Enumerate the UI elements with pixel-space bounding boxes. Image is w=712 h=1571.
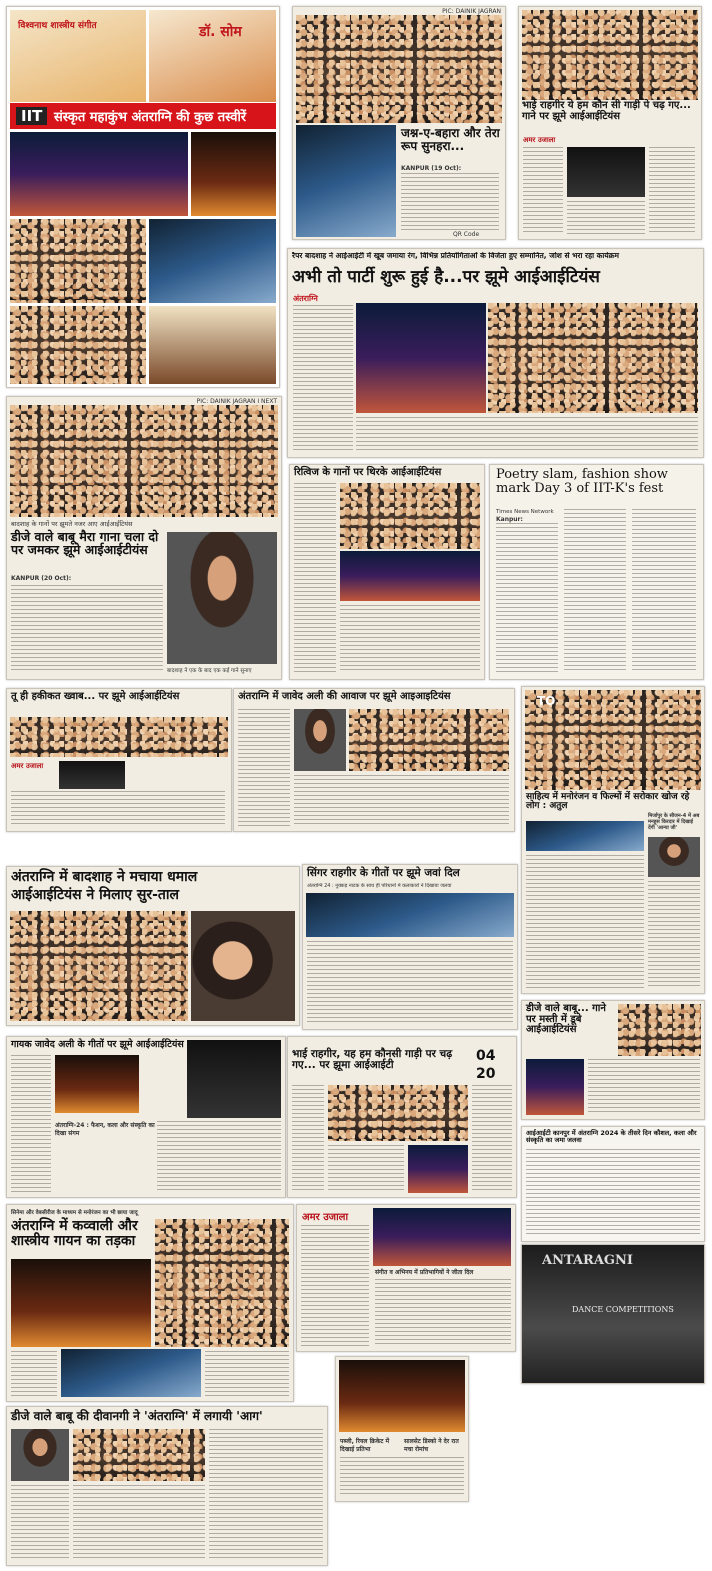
- photo-credit: PIC: DAINIK JAGRAN I NEXT: [196, 398, 277, 405]
- crowd-photo: [340, 483, 480, 549]
- performance-photo: [373, 1208, 511, 1266]
- subhead: अंतराग्नि 24 : नुक्कड़ नाटक के साथ ही परिधानों में कलाकारों ने दिखाया जलवा: [307, 883, 452, 889]
- headline: तू ही हकीकत ख्वाब... पर झूमे आईआईटियंस: [11, 691, 180, 702]
- clip-javed-ali-geet: [6, 1036, 286, 1198]
- rapper-stage-photo: [356, 303, 486, 413]
- clip-dj-wale-babu-jagran: [6, 396, 282, 680]
- clip-sanskrit-mahakumbh: [6, 6, 280, 388]
- city-dateline: KANPUR (20 Oct):: [11, 575, 72, 582]
- kicker: सिनेमा और वेबसीरीज के माध्यम से मनोरंजन का भी छाया जादू: [11, 1210, 138, 1216]
- body-text-left: [293, 305, 353, 451]
- crowd-photo: [618, 1004, 701, 1056]
- body-text-right: [472, 1085, 512, 1193]
- clip-jashn-e-bahara: [292, 6, 506, 240]
- concert-photo: [340, 551, 480, 601]
- clip-dj-wale-babu-aag: [6, 1406, 328, 1566]
- caption: संगीत व अभिनय में प्रतिभागियों ने जीता दिल: [375, 1269, 474, 1276]
- body-col-1: [496, 523, 558, 673]
- singer-portrait: [294, 709, 346, 771]
- body-text-bottom: [356, 417, 698, 451]
- body-col-3: [632, 509, 696, 673]
- photo-overlay-text: TO: [537, 694, 556, 708]
- fans-selfie-photo: [191, 911, 295, 1021]
- clip-rahgir-gaadi-2: [287, 1036, 517, 1198]
- body-text-left: [11, 1485, 69, 1561]
- banner-headline: संस्कृत महाकुंभ अंतराग्नि की कुछ तस्वीरें: [54, 110, 247, 125]
- performer-photo: [567, 147, 645, 197]
- headline: Poetry slam, fashion show mark Day 3 of IIT-K's fest: [496, 467, 668, 496]
- poster-photo-left: [10, 10, 146, 102]
- body-text-right: [649, 147, 695, 235]
- poster-photo-right: [149, 10, 276, 102]
- rapper-portrait: [11, 1429, 69, 1481]
- singer-photo: [187, 1040, 281, 1118]
- headline-banner: [10, 103, 276, 129]
- guitarist-photo: [408, 1145, 468, 1193]
- paper-masthead: अमर उजाला: [523, 135, 556, 144]
- body-text-left: [238, 709, 290, 827]
- singer-photo: [296, 125, 396, 237]
- headline: रित्विज के गानों पर थिरके आईआईटियंस: [294, 467, 442, 478]
- singer-photo: [59, 761, 125, 789]
- photo-caption: बादशाह के गानों पर झूमते नजर आए आईआईटियंस: [11, 520, 133, 528]
- dance-photo-1: [149, 219, 276, 303]
- city-dateline: KANPUR (19 Oct):: [401, 165, 462, 172]
- body-text-left: [294, 483, 336, 673]
- headline: अंतराग्नि में जावेद अली की आवाज पर झूमे आइआइटियंस: [238, 691, 451, 702]
- body-text-bottom: [340, 605, 480, 673]
- clip-dj-wale-babu-masti: [521, 1000, 705, 1120]
- body-text: [157, 1121, 281, 1193]
- paper-masthead: अमर उजाला: [11, 761, 44, 770]
- antaragni-logo: ANTARAGNI: [542, 1253, 633, 1268]
- caption-right: सालसेट डिस्को ने देर रात मचा रोमांच: [404, 1438, 459, 1453]
- clip-teesre-din: [521, 1126, 705, 1242]
- kicker: रैपर बादशाह ने आईआईटी में खूब जमाया रंग, विभिन्न प्रतियोगिताओं के विजेता हुए सम्मानित, जोश से भरा रहा कार्यक्रम: [292, 252, 619, 260]
- body-text: [526, 855, 644, 989]
- subhead: अंतराग्नि-24 : फैशन, कला और संस्कृति का दिखा संगम: [55, 1122, 155, 1137]
- crowd-photo: [10, 911, 188, 1021]
- photo-credit: PIC: DAINIK JAGRAN: [442, 8, 501, 15]
- singer-photo: [11, 1259, 151, 1347]
- body-text: [340, 1457, 464, 1497]
- headline: भाई राहगीर ये हम कौन सी गाड़ी पे चढ़ गए... गाने पर झूमे आईआईटियंस: [522, 100, 691, 122]
- dateline: Kanpur:: [496, 516, 523, 523]
- body-text: [11, 791, 225, 827]
- body-text-left: [11, 1055, 51, 1193]
- clip-poetry-slam: [489, 464, 704, 680]
- panel-photo: [526, 821, 644, 851]
- crowd-photo: [349, 709, 509, 771]
- crowd-photo: [328, 1085, 468, 1141]
- headline: डीजे वाले बाबू... गाने पर मस्ती में डूबे आईआईटियंस: [526, 1003, 606, 1035]
- clip-badshah-dhamal: [6, 866, 300, 1026]
- byline: Times News Network: [496, 509, 554, 515]
- headline: सिंगर राहगीर के गीतों पर झूमे जवां दिल: [307, 867, 460, 879]
- poster-left-text: विश्वनाथ शास्त्रीय संगीत: [18, 21, 97, 31]
- rapper-portrait-photo: [167, 532, 277, 664]
- body-text: [307, 941, 513, 1025]
- clip-amar-ujala-abhinay: [296, 1204, 516, 1352]
- section-tag: अंतराग्नि: [293, 294, 318, 303]
- clip-pubg-salsa: [335, 1356, 469, 1502]
- concert-photo-1: [10, 132, 188, 216]
- poster-right-text: डॉ. सोम: [199, 24, 242, 40]
- banner-prefix: IIT: [16, 107, 47, 125]
- clip-tu-hi-haqeeqat: [6, 688, 232, 832]
- body-text-right: [209, 1429, 323, 1561]
- crowd-photo: [155, 1219, 289, 1347]
- headline: अंतराग्नि में कव्वाली और शास्त्रीय गायन का तड़का: [11, 1218, 138, 1249]
- body-text: [526, 1149, 700, 1237]
- body-text-right: [205, 1351, 289, 1397]
- headline: साहित्य में मनोरंजन व फिल्मों में सरोकार खोज रहे लोग : अतुल: [526, 792, 690, 812]
- body-text-left: [523, 147, 563, 235]
- stage-event-photo: [149, 306, 276, 384]
- crowd-photo: [10, 405, 278, 517]
- clip-rahgir-jawan-dil: [302, 864, 518, 1030]
- performer-photo-1: [191, 132, 276, 216]
- body-text: [11, 585, 163, 671]
- clip-javed-ali-awaaz: [233, 688, 515, 832]
- stage-photo: [306, 893, 514, 937]
- headline: जश्न-ए-बहारा और तेरा रूप सुनहरा...: [401, 126, 500, 153]
- crowd-photo: [488, 303, 698, 413]
- headline: अभी तो पार्टी शुरू हुई है...पर झूमे आईआईटियंस: [292, 267, 600, 287]
- portrait-caption: बादशाह ने एक के बाद एक कई गाने सुनाए: [167, 668, 252, 674]
- headline-line-1: अंतराग्नि में बादशाह ने मचाया धमाल: [11, 869, 198, 885]
- panel-photo: [61, 1349, 201, 1397]
- stage-screen-text: DANCE COMPETITIONS: [572, 1305, 674, 1314]
- body-text-left: [301, 1225, 369, 1347]
- headline: भाई राहगीर, यह हम कौनसी गाड़ी पर चढ़ गए... पर झूमा आईआईटी: [292, 1048, 453, 1072]
- body-col-2: [564, 509, 626, 673]
- body-text-left: [11, 1351, 57, 1397]
- body-text-right: [375, 1279, 511, 1347]
- clip-abhi-to-party: [287, 248, 704, 458]
- crowd-photo: [73, 1429, 205, 1481]
- subhead: मिर्जापुर के सीजन-4 में अब मनहूस किरदार में दिखाई देंगी 'आन्या जी': [648, 813, 700, 831]
- event-photo: [339, 1360, 465, 1432]
- crowd-photo-1: [10, 219, 146, 303]
- crowd-photo: [296, 15, 502, 123]
- paper-masthead: अमर उजाला: [302, 1212, 349, 1223]
- concert-photo: [55, 1055, 139, 1113]
- headline-line-2: आईआईटियंस ने मिलाए सुर-ताल: [11, 887, 179, 903]
- crowd-photo: [525, 690, 701, 790]
- body-text-bottom: [294, 775, 509, 827]
- crowd-photo-2: [10, 306, 146, 384]
- body-text-left: [292, 1085, 324, 1193]
- body-text: [401, 173, 499, 231]
- clip-sahitya-manoranjan: [521, 686, 705, 994]
- date-number-2: 20: [476, 1066, 496, 1082]
- headline: आईआईटी कानपुर में अंतराग्नि 2024 के तीसरे दिन कौशल, कला और संस्कृति का जमा जलवा: [526, 1129, 697, 1144]
- body-text-mid: [73, 1485, 205, 1561]
- crowd-photo: [522, 10, 698, 100]
- clip-rahgir-gaadi: [518, 6, 702, 240]
- clip-dance-competitions: [521, 1244, 705, 1384]
- clip-ritviz: [289, 464, 485, 680]
- body-text: [588, 1059, 700, 1115]
- body-text-right: [648, 881, 700, 989]
- body-text: [328, 1145, 404, 1193]
- actress-portrait: [648, 837, 700, 877]
- clip-qawwali: [6, 1204, 294, 1402]
- body-text-mid: [567, 201, 645, 235]
- headline: गायक जावेद अली के गीतों पर झूमे आईआईटियंस: [11, 1039, 184, 1050]
- qr-label: QR Code: [453, 231, 480, 238]
- headline: डीजे वाले बाबू की दीवानगी ने 'अंतराग्नि' में लगायी 'आग': [11, 1409, 263, 1423]
- headline: डीजे वाले बाबू मैरा गाना चला दो पर जमकर झूमे आईआईटीयंस: [11, 529, 159, 558]
- date-number-1: 04: [476, 1048, 496, 1064]
- dj-photo: [526, 1059, 584, 1115]
- crowd-photo: [10, 717, 228, 757]
- caption-left: पब्जी, रियल क्रिकेट में दिखाई प्रतिभा: [340, 1438, 390, 1453]
